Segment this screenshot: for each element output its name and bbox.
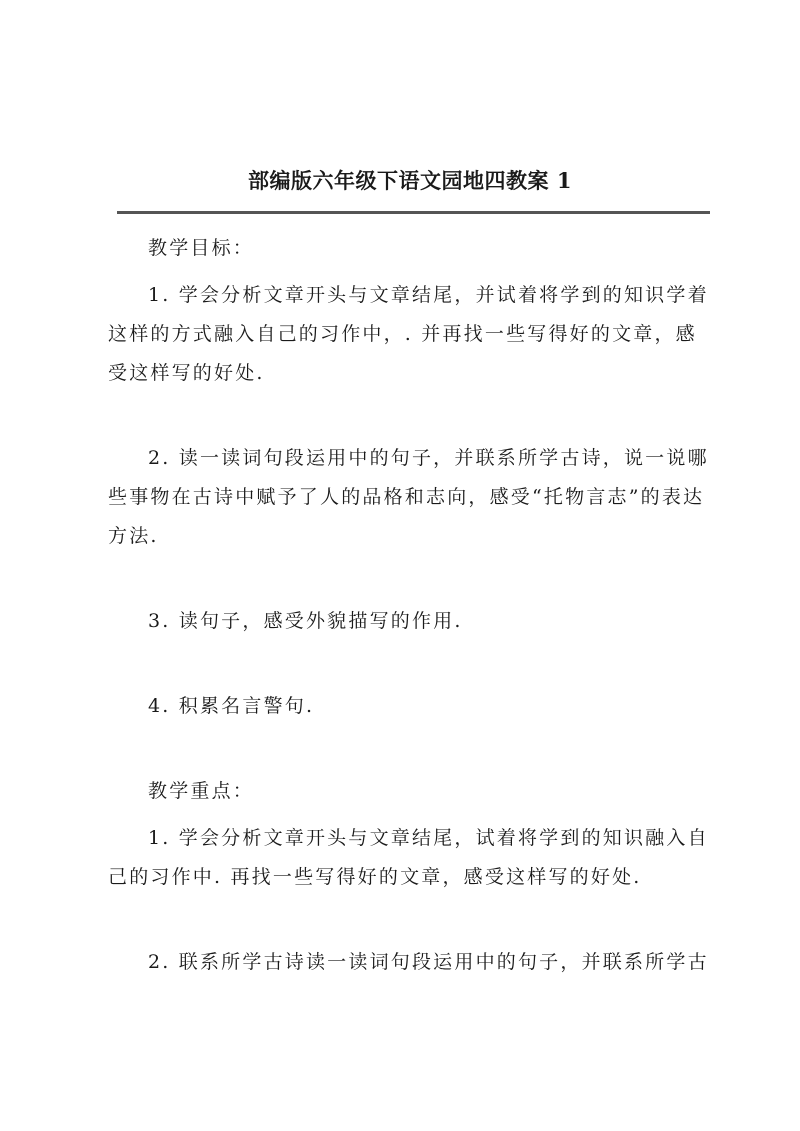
objectives-heading: 教学目标： [148, 237, 255, 259]
title-divider [117, 211, 710, 214]
objective-item-1: 1. 学会分析文章开头与文章结尾，并试着将学到的知识学着这样的方式融入自己的习作中，. 并再找一些写得好的文章，感受这样写的好处. [108, 284, 709, 384]
objective-item-4: 4. 积累名言警句. [148, 695, 315, 717]
keypoints-heading: 教学重点： [148, 780, 255, 802]
objective-item-2: 2. 读一读词句段运用中的句子，并联系所学古诗，说一说哪些事物在古诗中赋予了人的品格和志向，感受“托物言志”的表达方法. [108, 447, 709, 547]
document-body [108, 229, 710, 982]
document-title: 部编版六年级下语文园地四教案 1 [248, 168, 572, 193]
objective-item-3: 3. 读句子，感受外貌描写的作用. [148, 610, 463, 632]
keypoint-item-1: 1. 学会分析文章开头与文章结尾，试着将学到的知识融入自己的习作中. 再找一些写得好的文章，感受这样写的好处. [108, 827, 709, 888]
keypoint-item-2: 2. 联系所学古诗读一读词句段运用中的句子，并联系所学古 [148, 951, 709, 973]
